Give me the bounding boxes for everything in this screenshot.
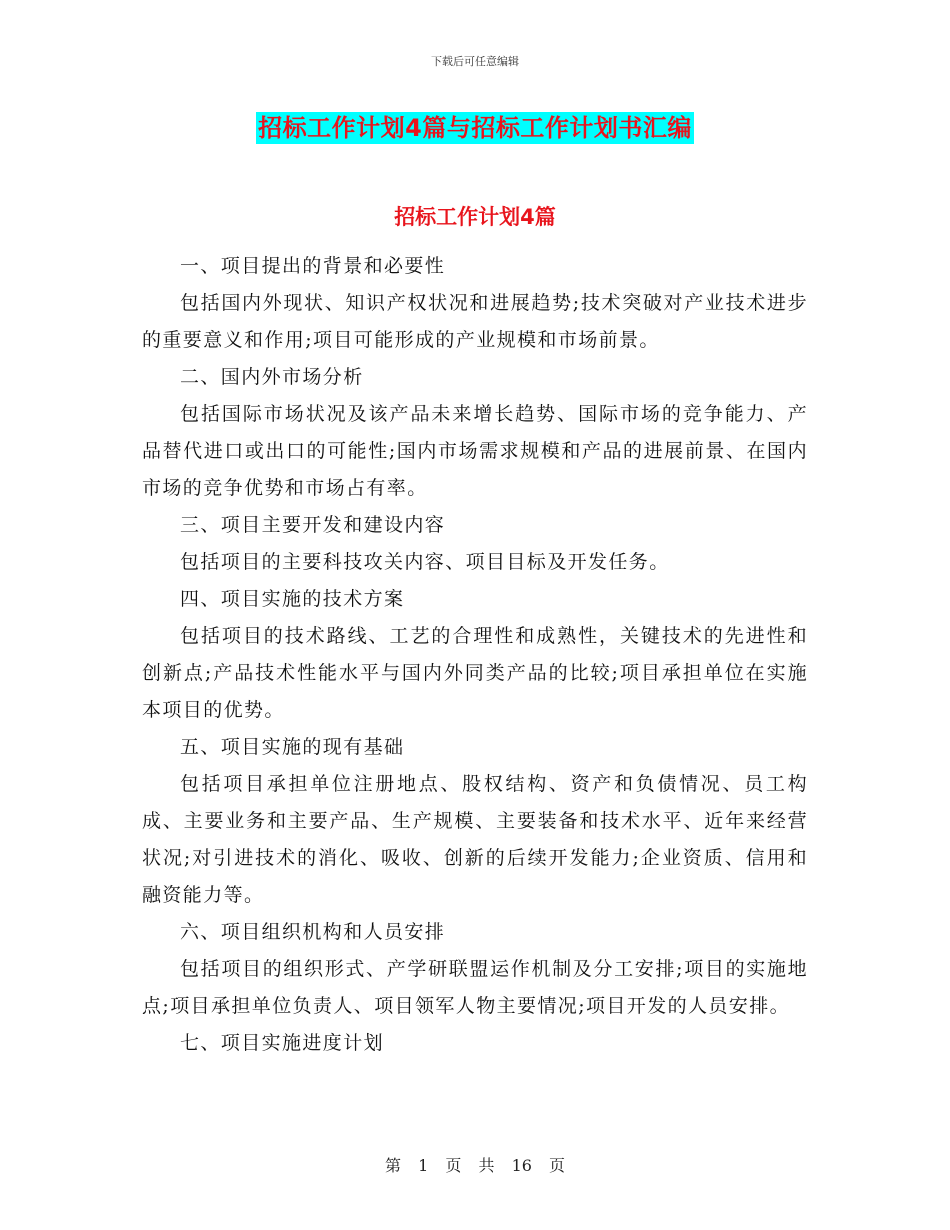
footer-label-ye-2: 页 xyxy=(549,1156,566,1175)
section-heading-3: 三、项目主要开发和建设内容 xyxy=(180,514,446,536)
footer-label-total: 共 xyxy=(478,1156,495,1175)
body-paragraph-4: 包括项目的技术路线、工艺的合理性和成熟性，关键技术的先进性和创新点;产品技术性能水平与国内外同类产品的比较;项目承担单位在实施本项目的优势。 xyxy=(142,625,808,721)
footer-label-page: 第 xyxy=(384,1156,401,1175)
section-heading-2: 二、国内外市场分析 xyxy=(180,366,364,388)
section-heading-6: 六、项目组织机构和人员安排 xyxy=(180,921,446,943)
section-heading-5: 五、项目实施的现有基础 xyxy=(180,736,405,758)
body-paragraph-1: 包括国内外现状、知识产权状况和进展趋势;技术突破对产业技术进步的重要意义和作用;项目可能形成的产业规模和市场前景。 xyxy=(142,292,808,351)
section-heading-7: 七、项目实施进度计划 xyxy=(180,1032,385,1054)
document-body xyxy=(142,248,808,1062)
body-paragraph-5: 包括项目承担单位注册地点、股权结构、资产和负债情况、员工构成、主要业务和主要产品、生产规模、主要装备和技术水平、近年来经营状况;对引进技术的消化、吸收、创新的后续开发能力;企业资质、信用和融资能力等。 xyxy=(142,773,808,906)
body-paragraph-3: 包括项目的主要科技攻关内容、项目目标及开发任务。 xyxy=(180,551,670,573)
body-paragraph-6: 包括项目的组织形式、产学研联盟运作机制及分工安排;项目的实施地点;项目承担单位负责人、项目领军人物主要情况;项目开发的人员安排。 xyxy=(142,958,808,1017)
document-main-title: 招标工作计划4篇与招标工作计划书汇编 xyxy=(258,114,692,142)
section-heading-1: 一、项目提出的背景和必要性 xyxy=(180,255,446,277)
body-paragraph-2: 包括国际市场状况及该产品未来增长趋势、国际市场的竞争能力、产品替代进口或出口的可能性;国内市场需求规模和产品的进展前景、在国内市场的竞争优势和市场占有率。 xyxy=(142,403,808,499)
footer-label-ye: 页 xyxy=(445,1156,462,1175)
page-footer xyxy=(0,1153,950,1176)
section-heading-4: 四、项目实施的技术方案 xyxy=(180,588,405,610)
footer-total-pages: 16 xyxy=(511,1156,532,1175)
section-title: 招标工作计划4篇 xyxy=(394,205,556,229)
main-title-container xyxy=(0,112,950,144)
header-note: 下载后可任意编辑 xyxy=(431,55,519,68)
footer-current-page: 1 xyxy=(418,1156,429,1175)
